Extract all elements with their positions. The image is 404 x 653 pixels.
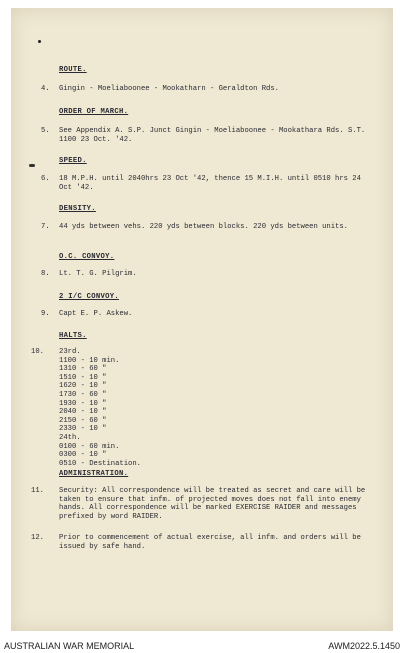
halts-line: 1310 - 60 " bbox=[59, 365, 107, 374]
item-number-7: 7. bbox=[41, 223, 50, 231]
item-number-5: 5. bbox=[41, 127, 50, 135]
2ic-convoy-text: Capt E. P. Askew. bbox=[59, 310, 133, 318]
halts-line: 0100 - 60 min. bbox=[59, 442, 120, 451]
punch-hole-mark bbox=[29, 164, 35, 167]
halts-line: 1510 - 10 " bbox=[59, 373, 107, 382]
density-heading: DENSITY. bbox=[59, 205, 96, 213]
halts-line: 1620 - 10 " bbox=[59, 382, 107, 391]
archive-footer bbox=[0, 638, 404, 653]
halts-line: 2150 - 60 " bbox=[59, 416, 107, 425]
2ic-convoy-heading: 2 I/C CONVOY. bbox=[59, 293, 119, 301]
speed-text: 18 M.P.H. until 2040hrs 23 Oct '42, thence 15 M.I.H. until 0510 hrs 24 Oct '42. bbox=[59, 175, 361, 192]
item-number-10: 10. bbox=[31, 348, 44, 356]
oc-convoy-heading: O.C. CONVOY. bbox=[59, 253, 115, 261]
footer-institution: AUSTRALIAN WAR MEMORIAL bbox=[4, 641, 135, 651]
item-number-4: 4. bbox=[41, 85, 50, 93]
halts-line: 24th. bbox=[59, 433, 81, 442]
halts-line: 1930 - 10 " bbox=[59, 399, 107, 408]
item-number-8: 8. bbox=[41, 270, 50, 278]
security-paragraph: Security: All correspondence will be treated as secret and care will be taken to ensure that infm. of projected moves does not fall into enemy hands. All correspondence will be marked EXERCISE RAIDER and messages prefixed by word RAIDER. bbox=[59, 487, 366, 521]
item-number-9: 9. bbox=[41, 310, 50, 318]
safe-hand-paragraph: Prior to commencement of actual exercise, all infm. and orders will be issued by safe hand. bbox=[59, 534, 361, 551]
administration-heading: ADMINISTRATION. bbox=[59, 470, 129, 478]
document-page bbox=[11, 8, 393, 631]
route-text: Gingin - Moeliaboonee - Mookatharn - Geraldton Rds. bbox=[59, 85, 279, 93]
halts-line: 2040 - 10 " bbox=[59, 408, 107, 417]
footer-reference: AWM2022.5.1450 bbox=[328, 641, 400, 651]
halts-line: 1730 - 60 " bbox=[59, 390, 107, 399]
halts-line: 0510 - Destination. bbox=[59, 459, 141, 468]
oc-convoy-text: Lt. T. G. Pilgrim. bbox=[59, 270, 137, 278]
order-of-march-text: See Appendix A. S.P. Junct Gingin - Moeliaboonee - Mookathara Rds. S.T. 1100 23 Oct. '42. bbox=[59, 127, 366, 144]
halts-list bbox=[59, 348, 141, 468]
ink-mark bbox=[38, 40, 41, 43]
speed-heading: SPEED. bbox=[59, 157, 87, 165]
item-number-11: 11. bbox=[31, 487, 44, 495]
route-heading: ROUTE. bbox=[59, 66, 87, 74]
item-number-6: 6. bbox=[41, 175, 50, 183]
halts-line: 1100 - 10 min. bbox=[59, 356, 120, 365]
order-of-march-heading: ORDER OF MARCH. bbox=[59, 108, 129, 116]
halts-line: 0300 - 10 " bbox=[59, 451, 107, 460]
halts-line: 23rd. bbox=[59, 348, 81, 356]
item-number-12: 12. bbox=[31, 534, 44, 542]
halts-heading: HALTS. bbox=[59, 332, 87, 340]
density-text: 44 yds between vehs. 220 yds between blocks. 220 yds between units. bbox=[59, 223, 348, 231]
halts-line: 2330 - 10 " bbox=[59, 425, 107, 434]
